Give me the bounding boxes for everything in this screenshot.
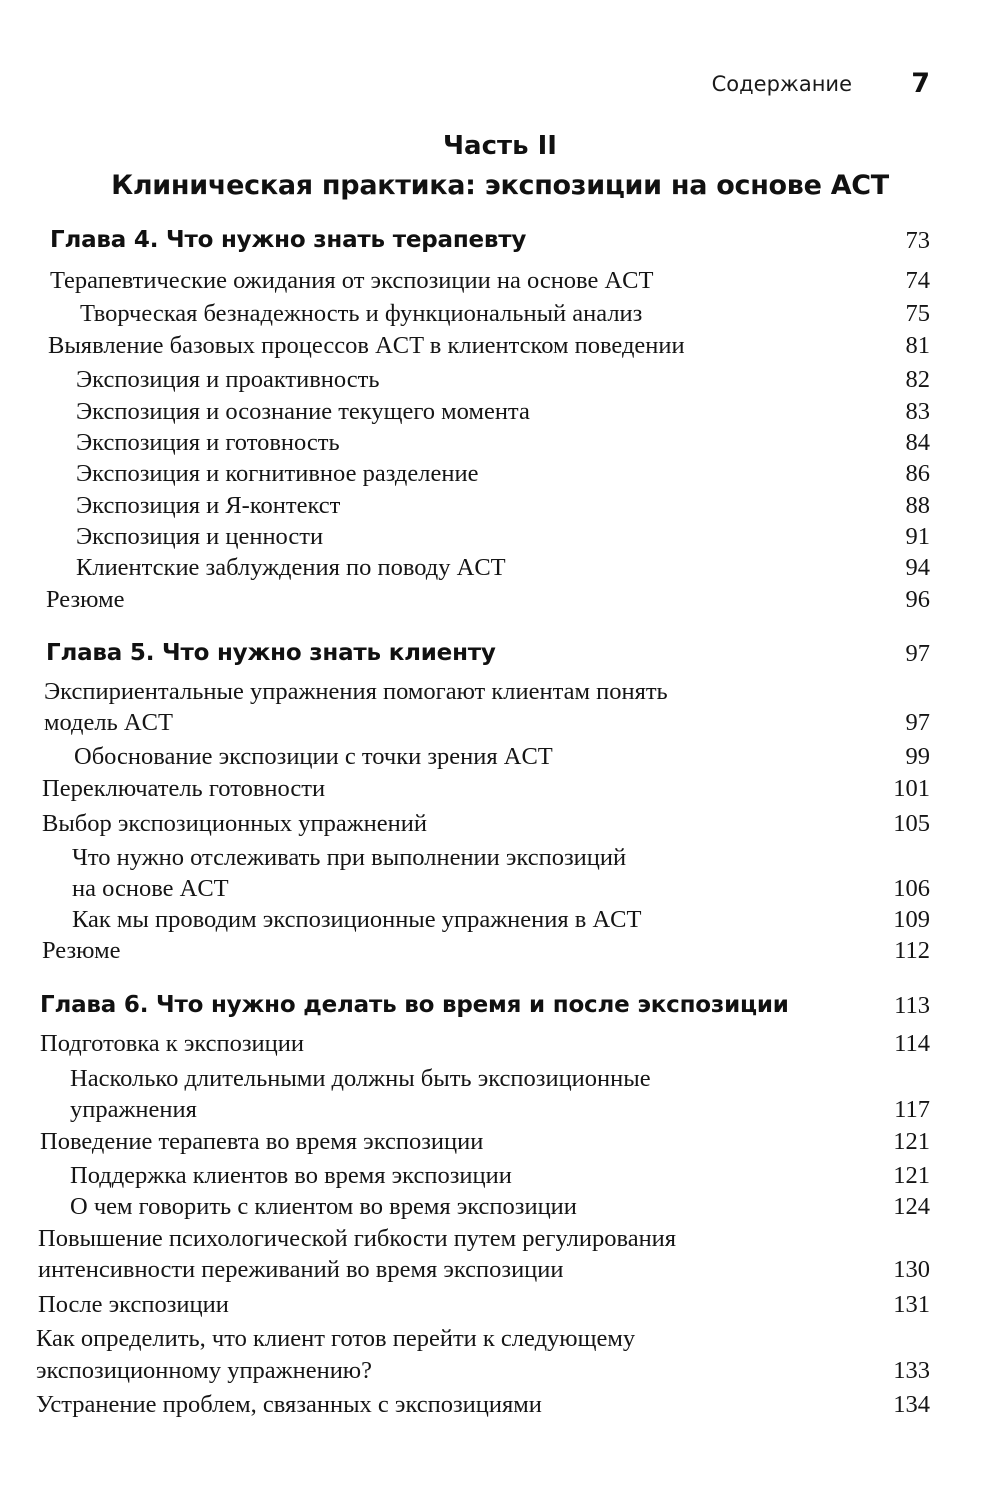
toc-entry-title: Экспозиция и ценности bbox=[76, 523, 324, 550]
toc-entry-title: Глава 4. Что нужно знать терапевту bbox=[50, 227, 527, 253]
toc-entry-title: Поддержка клиентов во время экспозиции bbox=[70, 1162, 512, 1189]
toc-entry-title: Выявление базовых процессов ACT в клиентском поведении bbox=[48, 332, 685, 359]
toc-page-number: 74 bbox=[905, 267, 930, 294]
toc-entry-title: Насколько длительными должны быть экспозиционные bbox=[70, 1065, 651, 1092]
toc-page-number: 99 bbox=[905, 743, 930, 770]
part-title: Клиническая практика: экспозиции на основе ACT bbox=[111, 170, 889, 201]
toc-page-number: 113 bbox=[894, 992, 930, 1019]
toc-page-number: 134 bbox=[893, 1391, 930, 1418]
toc-page-number: 86 bbox=[905, 460, 930, 487]
toc-entry-title: Что нужно отслеживать при выполнении экспозиций bbox=[72, 844, 627, 871]
running-head bbox=[0, 68, 1000, 104]
page-number: 7 bbox=[911, 68, 930, 99]
toc-page-number: 97 bbox=[905, 640, 930, 667]
part-number: Часть II bbox=[443, 131, 557, 161]
toc-page-number: 91 bbox=[905, 523, 930, 550]
toc-page-number: 96 bbox=[905, 586, 930, 613]
toc-page-number: 81 bbox=[905, 332, 930, 359]
toc-page-number: 75 bbox=[905, 300, 930, 327]
toc-page-number: 105 bbox=[893, 810, 930, 837]
toc-page-number: 124 bbox=[893, 1193, 930, 1220]
toc-entry-title: Как мы проводим экспозиционные упражнения в ACT bbox=[72, 906, 642, 933]
toc-entry-title: Резюме bbox=[42, 937, 121, 964]
running-head-section: Содержание bbox=[711, 72, 852, 96]
toc-entry-title: Экспозиция и Я-контекст bbox=[76, 492, 341, 519]
toc-entry-title: модель ACT bbox=[44, 709, 173, 736]
toc-entry-title: Устранение проблем, связанных с экспозициями bbox=[36, 1391, 542, 1418]
toc-page-number: 73 bbox=[905, 227, 930, 254]
toc-entry-title: Экспозиция и когнитивное разделение bbox=[76, 460, 479, 487]
toc-entry-title: Экспозиция и осознание текущего момента bbox=[76, 398, 530, 425]
toc-entry-title: Творческая безнадежность и функциональный анализ bbox=[80, 300, 643, 327]
toc-page-number: 106 bbox=[893, 875, 930, 902]
toc-page-number: 117 bbox=[894, 1096, 930, 1123]
toc-page-number: 109 bbox=[893, 906, 930, 933]
toc-entry-title: Обоснование экспозиции с точки зрения ACT bbox=[74, 743, 553, 770]
toc-page-number: 94 bbox=[905, 554, 930, 581]
toc-page-number: 101 bbox=[893, 775, 930, 802]
toc-page-number: 97 bbox=[905, 709, 930, 736]
toc-entry-title: Терапевтические ожидания от экспозиции на основе ACT bbox=[50, 267, 654, 294]
toc-entry-title: О чем говорить с клиентом во время экспозиции bbox=[70, 1193, 577, 1220]
toc-entry-title: интенсивности переживаний во время экспозиции bbox=[38, 1256, 564, 1283]
toc-page-number: 121 bbox=[893, 1128, 930, 1155]
toc-entry-title: После экспозиции bbox=[38, 1291, 229, 1318]
toc-entry-title: Переключатель готовности bbox=[42, 775, 326, 802]
toc-entry-title: Экспириентальные упражнения помогают клиентам понять bbox=[44, 678, 668, 705]
toc-page-number: 131 bbox=[893, 1291, 930, 1318]
toc-entry-title: Поведение терапевта во время экспозиции bbox=[40, 1128, 484, 1155]
toc-page-number: 82 bbox=[905, 366, 930, 393]
toc-page-number: 83 bbox=[905, 398, 930, 425]
toc-page-number: 84 bbox=[905, 429, 930, 456]
toc-entry-title: Резюме bbox=[46, 586, 125, 613]
toc-entry-title: Выбор экспозиционных упражнений bbox=[42, 810, 427, 837]
toc-entry-title: Экспозиция и проактивность bbox=[76, 366, 380, 393]
toc-page-number: 114 bbox=[894, 1030, 930, 1057]
toc-entry-title: Глава 6. Что нужно делать во время и после экспозиции bbox=[40, 992, 789, 1018]
toc-page-number: 88 bbox=[905, 492, 930, 519]
toc-entry-title: упражнения bbox=[70, 1096, 197, 1123]
toc-page-number: 112 bbox=[894, 937, 930, 964]
toc-page-number: 133 bbox=[893, 1357, 930, 1384]
part-heading bbox=[0, 128, 1000, 206]
toc-entry-title: Подготовка к экспозиции bbox=[40, 1030, 304, 1057]
toc-entry-title: Как определить, что клиент готов перейти к следующему bbox=[36, 1325, 636, 1352]
toc-entry-title: Экспозиция и готовность bbox=[76, 429, 340, 456]
toc-entry-title: Повышение психологической гибкости путем регулирования bbox=[38, 1225, 677, 1252]
toc-entry-title: экспозиционному упражнению? bbox=[36, 1357, 372, 1384]
toc-entry-title: на основе ACT bbox=[72, 875, 229, 902]
toc-page-number: 121 bbox=[893, 1162, 930, 1189]
toc-entry-title: Глава 5. Что нужно знать клиенту bbox=[46, 640, 496, 666]
toc-entry-title: Клиентские заблуждения по поводу ACT bbox=[76, 554, 506, 581]
toc-page-number: 130 bbox=[893, 1256, 930, 1283]
